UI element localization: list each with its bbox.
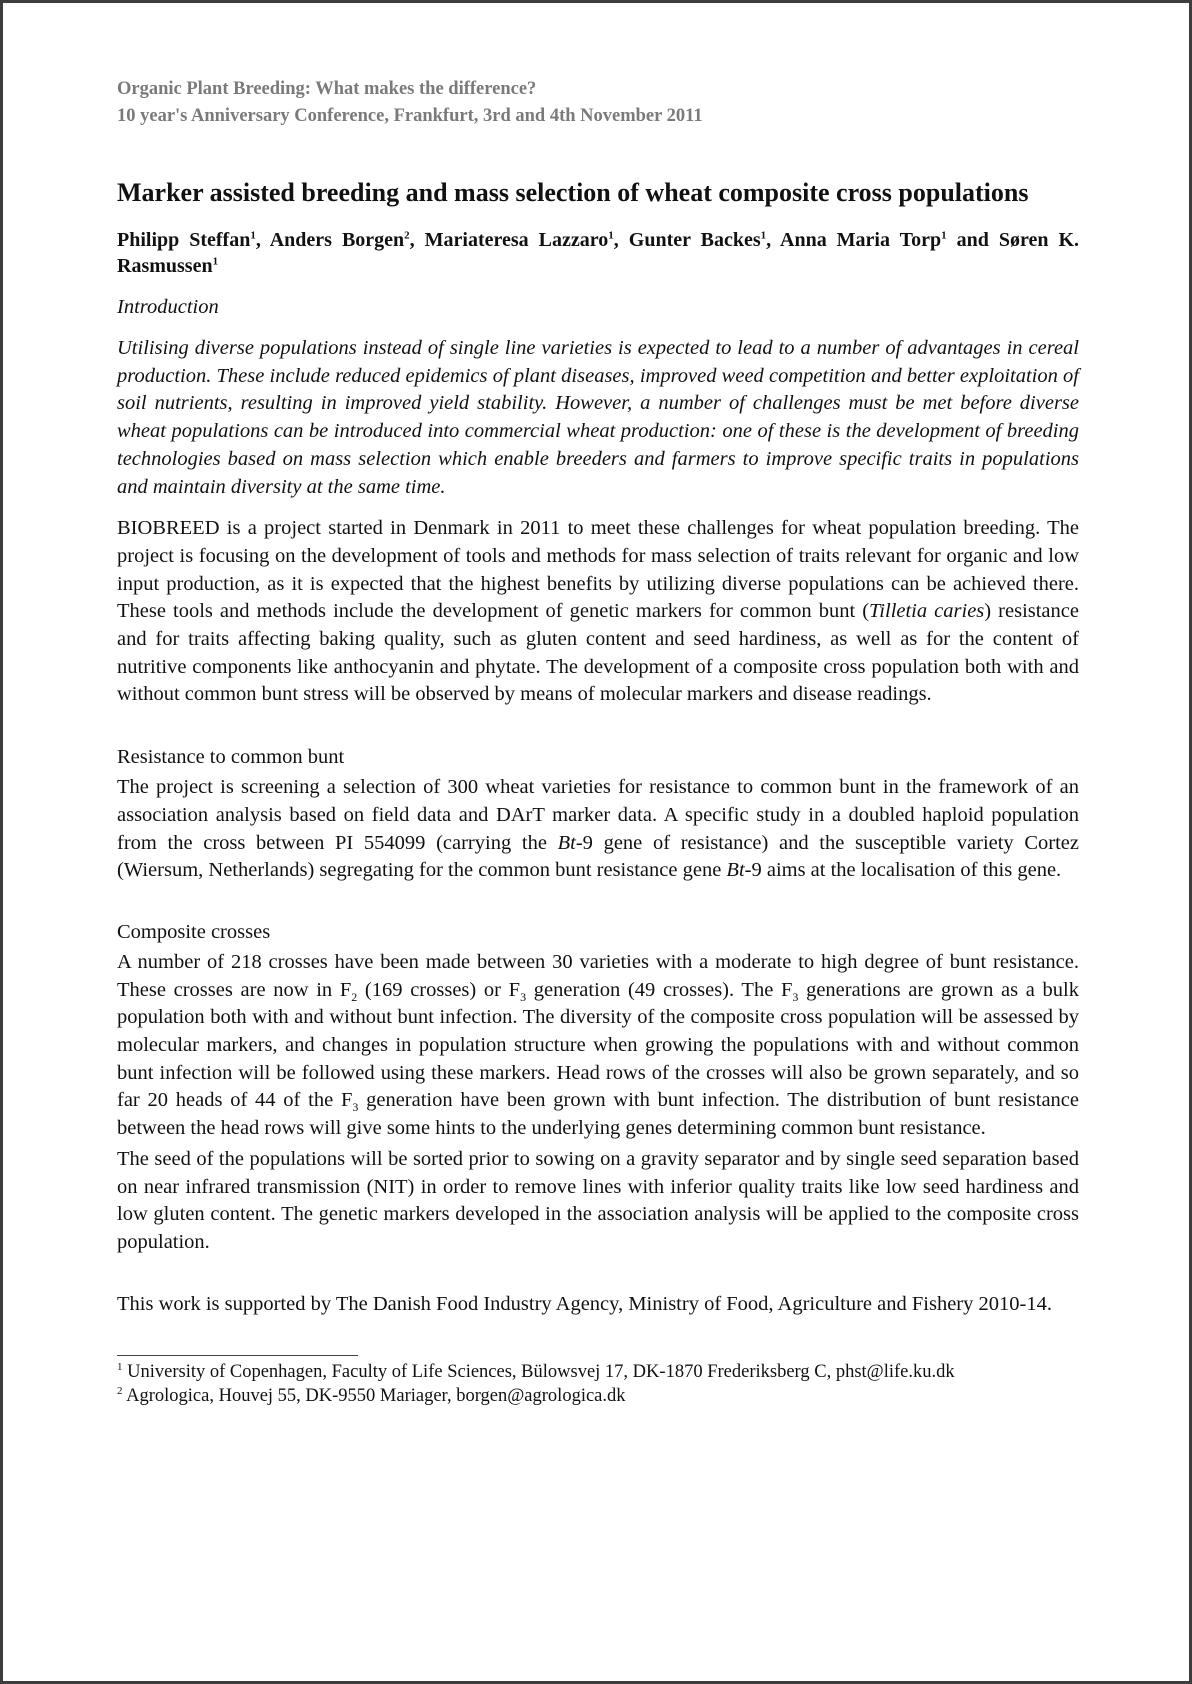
author-affiliation-mark: 2 [404,229,410,242]
footnote-divider [117,1355,358,1356]
footnotes [117,1360,1079,1408]
author-affiliation-mark: 1 [608,229,614,242]
author-separator: , [613,229,629,251]
author-affiliation-mark: 1 [760,229,767,242]
introduction-heading: Introduction [117,296,219,318]
conference-header [117,76,1079,130]
author-name: Anders Borgen [269,229,405,251]
biobreed-text: BIOBREED is a project started in Denmark in 2011 to meet these challenges for wheat population breeding. The project is focusing on the development of tools and methods for mass selection of traits relevant for organic and low input production, as it is expected that the highest benefits by utilizing diverse populations can be achieved there. These tools and methods include the development of genetic markers for common bunt ( [117,517,1079,623]
resistance-text: The project is screening a selection of 300 wheat varieties for resistance to common bunt in the framework of an association analysis based on field data and DArT marker data. A specific study in a doubled haploid population from the cross between PI 554099 (carrying the [117,776,1079,854]
resistance-text: -9 aims at the localisation of this gene. [744,859,1062,882]
gene-name: Bt [726,859,745,882]
generation-subscript: 2 [351,989,358,1004]
acknowledgement: This work is supported by The Danish Food Industry Agency, Ministry of Food, Agriculture and Fishery 2010-14. [117,1292,1052,1315]
author-separator: , [255,229,270,251]
footnote-text: University of Copenhagen, Faculty of Life Sciences, Bülowsvej 17, DK-1870 Frederiksberg C, phst@life.ku.dk [127,1362,955,1383]
resistance-paragraph [117,774,1079,885]
author-name: Anna Maria Torp [780,229,942,251]
author-affiliation-mark: 1 [941,229,947,242]
footnote-2 [117,1384,1079,1408]
composite-paragraph-2: The seed of the populations will be sorted prior to sowing on a gravity separator and by single seed separation based on near infrared transmission (NIT) in order to remove lines with inferior quality traits like low seed hardiness and low gluten content. The genetic markers developed in the association analysis will be applied to the composite cross population. [117,1147,1079,1253]
author-affiliation-mark: 1 [250,229,256,242]
composite-text: generations are grown as a bulk population both with and without bunt infection. The diversity of the composite cross population will be assessed by molecular markers, and changes in population structure when growing the populations with and without common bunt infection will be followed using these markers. Head rows of the crosses will also be grown separately, and so far 20 heads of 44 of the F [117,978,1079,1112]
document-content [117,3,1079,1408]
author-separator: and [946,229,999,251]
generation-subscript: 3 [352,1100,359,1115]
composite-text: (169 crosses) or F [357,978,521,1001]
author-separator: , [409,229,425,251]
composite-text: generation (49 crosses). The F [526,978,793,1001]
paper-title: Marker assisted breeding and mass selection of wheat composite cross populations [117,178,1029,207]
generation-subscript: 3 [520,989,527,1004]
introduction-paragraph: Utilising diverse populations instead of single line varieties is expected to lead to a number of advantages in cereal production. These include reduced epidemics of plant diseases, improved weed competition and better exploitation of soil nutrients, resulting in improved yield stability. However, a number of challenges must be met before diverse wheat populations can be introduced into commercial wheat production: one of these is the development of breeding technologies based on mass selection which enable breeders and farmers to improve specific traits in populations and maintain diversity at the same time. [117,337,1079,498]
composite-paragraph-1 [117,949,1079,1143]
footnote-text: Agrologica, Houvej 55, DK-9550 Mariager, borgen@agrologica.dk [126,1386,626,1407]
author-name: Søren K. Rasmussen [117,229,1080,277]
footnote-mark: 2 [117,1385,123,1398]
author-name: Philipp Steffan [117,229,251,251]
biobreed-paragraph [117,515,1079,709]
author-name: Mariateresa Lazzaro [424,229,609,251]
gene-name: Bt [557,831,576,854]
author-list [117,227,1079,279]
biobreed-text: ) resistance and for traits affecting baking quality, such as gluten content and seed hardiness, as well as for the content of nutritive components like anthocyanin and phytate. The development of a composite cross population both with and without common bunt stress will be observed by means of molecular markers and disease readings. [117,600,1079,706]
composite-text: A number of 218 crosses have been made between 30 varieties with a moderate to high degree of bunt resistance. These crosses are now in F [117,950,1079,1001]
author-affiliation-mark: 1 [212,255,219,268]
author-name: Gunter Backes [628,229,761,251]
footnote-mark: 1 [117,1361,123,1374]
composite-heading: Composite crosses [117,920,271,943]
resistance-text: -9 gene of resistance) and the susceptible variety Cortez (Wiersum, Netherlands) segregating for the common bunt resistance gene [117,831,1079,882]
conference-title: Organic Plant Breeding: What makes the difference? [117,79,537,99]
footnote-1 [117,1360,1079,1384]
generation-subscript: 3 [792,989,799,1004]
author-separator: , [766,229,780,251]
conference-details: 10 year's Anniversary Conference, Frankfurt, 3rd and 4th November 2011 [117,106,703,126]
composite-text: generation have been grown with bunt infection. The distribution of bunt resistance between the head rows will give some hints to the underlying genes determining common bunt resistance. [117,1089,1079,1140]
resistance-heading: Resistance to common bunt [117,746,345,769]
species-name: Tilletia caries [869,600,985,623]
